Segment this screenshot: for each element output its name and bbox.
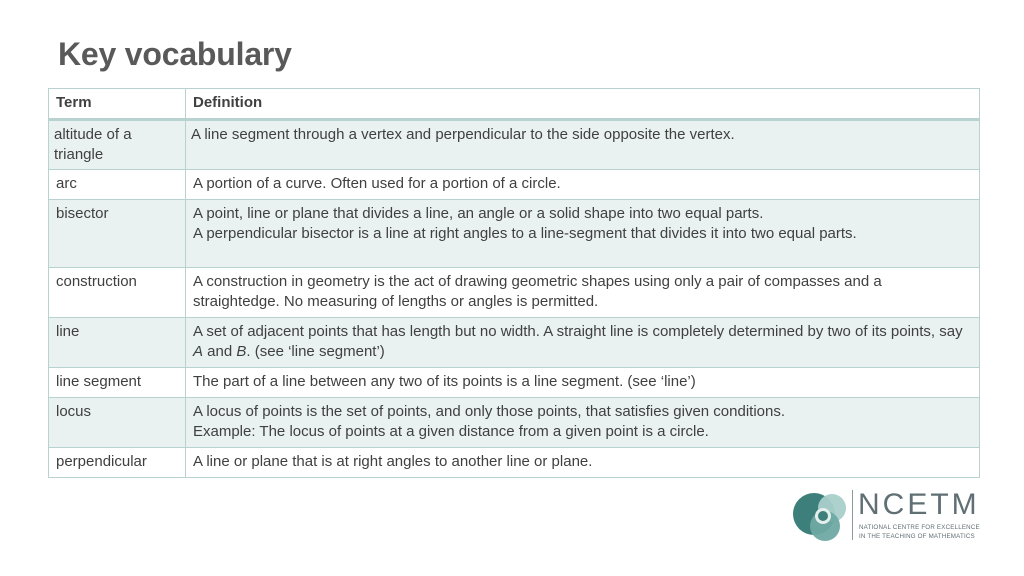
table-row bbox=[49, 170, 980, 200]
definition-cell bbox=[186, 448, 980, 478]
header-definition: Definition bbox=[186, 89, 980, 120]
definition-text: A set of adjacent points that has length but no width. A straight line is completely determined by two of its points, say bbox=[193, 323, 963, 340]
logo-tagline-line: IN THE TEACHING OF MATHEMATICS bbox=[859, 533, 975, 540]
table-header-row bbox=[49, 89, 980, 120]
term-cell: bisector bbox=[49, 200, 186, 268]
logo-divider bbox=[852, 490, 853, 540]
ncetm-logo-circles-icon bbox=[792, 488, 852, 544]
table-row bbox=[49, 318, 980, 368]
definition-line: A point, line or plane that divides a line, an angle or a solid shape into two equal parts. bbox=[193, 205, 764, 222]
table-row bbox=[49, 368, 980, 398]
definition-cell bbox=[186, 170, 980, 200]
table-row bbox=[49, 268, 980, 318]
term-cell: arc bbox=[49, 170, 186, 200]
term-cell: line bbox=[49, 318, 186, 368]
definition-cell bbox=[186, 200, 980, 268]
definition-line: A line segment through a vertex and perpendicular to the side opposite the vertex. bbox=[191, 126, 735, 143]
definition-line: Example: The locus of points at a given distance from a given point is a circle. bbox=[193, 423, 709, 440]
term-cell: altitude of a triangle bbox=[49, 120, 186, 170]
definition-cell bbox=[186, 398, 980, 448]
definition-line: A portion of a curve. Often used for a portion of a circle. bbox=[193, 175, 561, 192]
definition-cell bbox=[186, 120, 980, 170]
logo-tagline-line: NATIONAL CENTRE FOR EXCELLENCE bbox=[859, 524, 980, 531]
point-a-label: A bbox=[193, 343, 204, 360]
table-row bbox=[49, 120, 980, 170]
definition-line: The part of a line between any two of its points is a line segment. (see ‘line’) bbox=[193, 373, 696, 390]
definition-line: A construction in geometry is the act of drawing geometric shapes using only a pair of compasses and a straightedge. No measuring of lengths or angles is permitted. bbox=[193, 273, 882, 310]
definition-cell bbox=[186, 368, 980, 398]
definition-line: A locus of points is the set of points, and only those points, that satisfies given conditions. bbox=[193, 403, 786, 420]
definition-line: A line or plane that is at right angles to another line or plane. bbox=[193, 453, 593, 470]
definition-text: . (see ‘line segment’) bbox=[246, 343, 385, 360]
table-row bbox=[49, 448, 980, 478]
definition-cell bbox=[186, 318, 980, 368]
table-row bbox=[49, 398, 980, 448]
term-cell: line segment bbox=[49, 368, 186, 398]
table-row bbox=[49, 200, 980, 268]
vocabulary-table bbox=[48, 88, 980, 478]
ncetm-logo bbox=[792, 488, 992, 544]
header-term: Term bbox=[49, 89, 186, 120]
term-cell: perpendicular bbox=[49, 448, 186, 478]
term-cell: construction bbox=[49, 268, 186, 318]
point-b-label: B bbox=[236, 343, 247, 360]
definition-cell bbox=[186, 268, 980, 318]
logo-tagline bbox=[859, 523, 989, 541]
term-cell: locus bbox=[49, 398, 186, 448]
logo-wordmark: NCETM bbox=[858, 488, 980, 521]
slide-title: Key vocabulary bbox=[58, 36, 292, 72]
definition-text: and bbox=[203, 343, 237, 360]
definition-line: A perpendicular bisector is a line at right angles to a line-segment that divides it into two equal parts. bbox=[193, 225, 857, 242]
